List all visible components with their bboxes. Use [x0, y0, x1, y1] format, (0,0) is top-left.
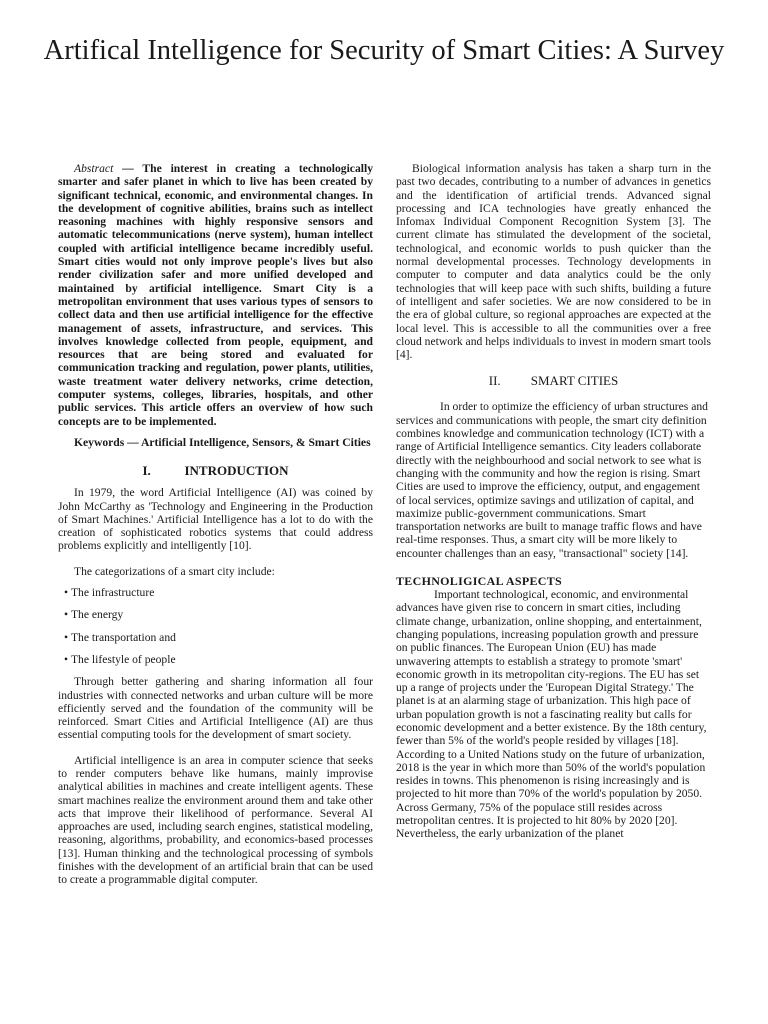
section-number: I.	[142, 463, 151, 479]
list-item: • The energy	[64, 608, 373, 621]
abstract	[58, 162, 373, 428]
section-title: INTRODUCTION	[184, 463, 289, 479]
intro-paragraph-3: Artificial intelligence is an area in computer science that seeks to render computers behave like humans, mainly improvise analytical abilities in machines and create intelligent agents. These smart machines realize the environment around them and take other acts that improve their likelihood of performance. Several AI approaches are used, including search engines, statistical modeling, reasoning, algorithms, probability, and economics-based processes [13]. Human thinking and the technological processing of symbols finishes with the development of an artificial brain that can be used to create a programmable digital computer.	[58, 753, 373, 887]
section-title: SMART CITIES	[530, 373, 619, 389]
list-item: • The transportation and	[64, 631, 373, 644]
list-item: • The infrastructure	[64, 586, 373, 599]
subsection-heading-tech-aspects: TECHNOLIGICAL ASPECTS	[396, 574, 563, 589]
section-number: II.	[488, 373, 501, 389]
intro-paragraph-4: Biological information analysis has taken a sharp turn in the past two decades, contributing to a number of advances in genetics and the identification of artificial trends. Advanced signal processing and ICA technologies have greatly enhanced the Infomax Individual Component Recognition System [3]. The current climate has stimulated the development of the societal, technological, and economic worlds to push quicker than the normal developmental processes. Technology developments in computer to computer and data analytics could be the only technologies that will keep pace with such shifts, building a future of intelligent and safer societies. We are now considered to be in the era of global culture, so regional approaches are expected at the local level. This is accessible to all the communities over a free cloud network and helps individuals to invest in modern smart tools [4].	[396, 162, 711, 362]
keywords	[58, 436, 373, 449]
abstract-text: — The interest in creating a technologically smarter and safer planet in which to live has been created by significant technical, economic, and environmental changes. In the development of cognitive abilities, brains such as intellect reasoning machines with highly responsive sensors and automatic telecommunications (nerve system), human intellect coupled with artificial intelligence became incredibly useful. Smart cities would not only improve people's lives but also render civilization safer and more unified developed and maintained by artificial intelligence. Smart City is a metropolitan environment that uses various types of sensors to collect data and then use artificial intelligence for the effective management of assets, infrastructure, and services. This involves knowledge collected from people, equipment, and resources that are being stored and evaluated for communication tracking and regulation, power plants, utilities, waste treatment water delivery networks, crime detection, computer systems, colleges, libraries, hospitals, and other public services. This article offers an overview of how such concepts are to be implemented.	[58, 162, 373, 428]
section-heading-smart-cities	[396, 373, 711, 388]
categories-intro: The categorizations of a smart city include:	[74, 564, 275, 578]
paper-title: Artifical Intelligence for Security of Smart Cities: A Survey	[43, 35, 725, 66]
section-heading-introduction	[58, 463, 373, 478]
categories-list	[58, 586, 373, 666]
right-column	[396, 162, 711, 841]
tech-aspects-paragraph: Important technological, economic, and environmental advances have given rise to concern in smart cities, including climate change, urbanization, online shopping, and entertainment, changing populations, increasing population growth and pressure on public finances. The European Union (EU) has made unwavering attempts to establish a strategy to promote 'smart' economic growth in its metropolitan city-regions. The EU has set up a range of projects under the 'European Digital Strategy.' The planet is at an alarming stage of urbanization. This high pace of urban population growth is not a fascinating reality but calls for economic development and a better existence. By the 18th century, fewer than 5% of the world's people resided by villages [18]. According to a United Nations study on the future of urbanization, 2018 is the year in which more than 50% of the world's population resides in towns. This phenomenon is rising increasingly and is projected to hit more than 70% of the world's population by 2050. Across Germany, 75% of the populace still resides across metropolitan centres. It is projected to hit 80% by 2020 [20]. Nevertheless, the early urbanization of the planet	[396, 588, 707, 841]
smart-cities-paragraph: In order to optimize the efficiency of urban structures and services and communications with people, the smart city definition combines knowledge and communication technology (ICT) with a range of Artificial Intelligence semantics. City leaders collaborate directly with the neighbourhood and social network to see what is changing with the community and how the region is rising. Smart Cities are used to improve the efficiency, output, and engagement of local services, optimize savings and utilization of capital, and maximize public-government communications. Smart transportation networks are built to manage traffic flows and have real-time responses. Thus, a smart city will be more likely to encounter challenges than an easy, "transactional" society [14].	[396, 400, 708, 560]
abstract-label: Abstract	[74, 162, 114, 175]
keywords-label: Keywords	[74, 435, 125, 449]
intro-paragraph-1: In 1979, the word Artificial Intelligence (AI) was coined by John McCarthy as 'Technology and Engineering in the Production of Smart Machines.' Artificial Intelligence has a lot to do with the creation of sophisticated robotics systems that could address problems explicitly and intelligently [10].	[58, 486, 373, 553]
left-column	[58, 162, 373, 887]
list-item: • The lifestyle of people	[64, 653, 373, 666]
keywords-text: — Artificial Intelligence, Sensors, & Smart Cities	[127, 435, 371, 449]
intro-paragraph-2: Through better gathering and sharing information all four industries with connected networks and urban culture will be more efficiently served and the foundation of the community will be reinforced. Smart Cities and Artificial Intelligence (AI) are thus essential computing tools for the development of smart society.	[58, 675, 373, 742]
